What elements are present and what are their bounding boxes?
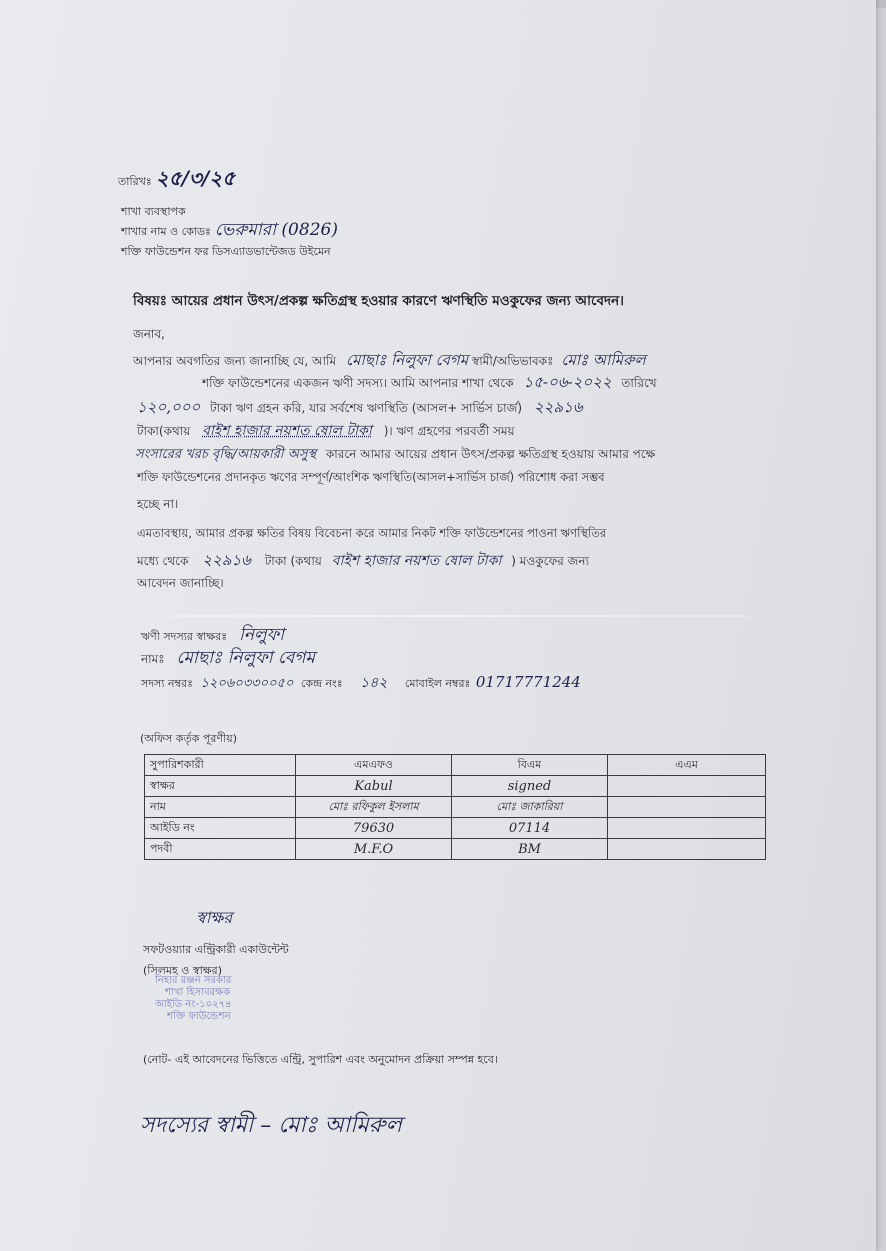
center-label: কেন্দ্র নংঃ: [300, 677, 343, 690]
reason-handwritten: সংসারের খরচ বৃদ্ধি/আয়কারী অসুস্থ: [135, 447, 317, 462]
member-name-line: [141, 650, 315, 667]
date-label: তারিখঃ: [118, 175, 152, 188]
guardian-name-handwritten: মোঃ আমিরুল: [561, 351, 646, 369]
balance-words-handwritten: বাইশ হাজার নয়শত ষোল টাকা: [202, 423, 372, 439]
table-cell: [608, 776, 766, 797]
member-number: ১২০৬০৩৩০০৫০: [200, 676, 294, 691]
row-label: নাম: [145, 797, 296, 818]
member-signature: নিলুফা: [238, 625, 285, 645]
table-cell: signed: [452, 776, 608, 797]
table-cell: [608, 797, 766, 818]
para1-text: টাকা(কথায়: [137, 424, 191, 438]
table-cell: [608, 818, 766, 839]
waiver-amount-handwritten: ২২৯১৬: [202, 551, 251, 569]
signature-label: ঋণী সদস্যর স্বাক্ষরঃ: [141, 630, 228, 643]
balance-handwritten: ২২৯১৬: [533, 398, 583, 416]
para1-line2: [202, 374, 657, 391]
table-cell: মোঃ রফিকুল ইসলাম: [296, 797, 452, 818]
accountant-subtitle: (সিলমহ ও স্বাক্ষর): [143, 964, 223, 977]
salutation: জনাব,: [133, 327, 165, 341]
stamp-line: শক্তি ফাউন্ডেশন: [167, 1011, 231, 1022]
table-cell: মোঃ জাকারিয়া: [452, 797, 608, 818]
para2-line3: আবেদন জানাচ্ছি।: [137, 576, 224, 590]
table-header-cell: সুপারিশকারী: [145, 755, 296, 776]
row-label: স্বাক্ষর: [145, 776, 296, 797]
table-row: [145, 818, 766, 839]
member-signature-line: [141, 627, 284, 645]
member-name: মোছাঃ নিলুফা বেগম: [176, 648, 315, 668]
loan-date-handwritten: ১৫-০৬-২০২২: [523, 373, 612, 391]
table-row: [145, 776, 766, 797]
para2-line1: এমতাবস্থায়, আমার প্রকল্প ক্ষতির বিষয় বিবেচনা করে আমার নিকট শক্তি ফাউন্ডেশনের পাওনা ঋণস্থিতির: [137, 526, 607, 540]
table-row: [145, 839, 766, 860]
mobile-number: 01717771244: [475, 673, 581, 691]
para1-line1: [133, 352, 646, 369]
para1-line4: [137, 423, 515, 439]
table-row: [145, 797, 766, 818]
para1-text: তারিখে: [621, 376, 657, 390]
para2-text: ) মওকুফের জন্য: [511, 554, 590, 568]
table-cell: 79630: [296, 818, 452, 839]
para2-text: মধ্যে থেকে: [137, 554, 189, 568]
branch-label: শাখার নাম ও কোডঃ: [121, 225, 211, 238]
office-label: (অফিস কর্তৃক পূরণীয়): [140, 732, 237, 745]
process-note: (নোট- এই আবেদনের ভিত্তিতে এন্ট্রি, সুপারিশ এবং অনুমোদন প্রক্রিয়া সম্পন্ন হবে।: [143, 1053, 498, 1066]
table-cell: [608, 839, 766, 860]
loan-amount-handwritten: ১২০,০০০: [137, 398, 201, 416]
number-label: সদস্য নম্বরঃ: [141, 677, 193, 690]
para2-line2: [137, 552, 589, 569]
row-label: পদবী: [145, 839, 296, 860]
branch-line: [121, 222, 338, 240]
footer-handwritten-note: সদস্যের স্বামী – মোঃ আমিরুল: [140, 1113, 402, 1138]
branch-value: ভেরুমারা (0826): [214, 220, 338, 240]
table-header-row: [145, 755, 766, 776]
stamp-line: নিহার রঞ্জন সরকার: [155, 975, 232, 986]
para1-line6: শক্তি ফাউন্ডেশনের প্রদানকৃত ঋণের সম্পূর্ণ/আংশিক ঋণস্থিতি(আসল+সার্ভিস চার্জ) পরিশোধ করা সম্ভব: [137, 470, 605, 484]
member-number-line: [141, 674, 581, 692]
recommendation-table: [144, 754, 766, 860]
table-cell: BM: [452, 839, 608, 860]
table-cell: Kabul: [296, 776, 452, 797]
date-line: [118, 166, 236, 190]
table-header-cell: এএম: [608, 755, 766, 776]
accountant-signature: স্বাক্ষর: [196, 908, 233, 927]
para1-text: টাকা ঋণ গ্রহন করি, যার সর্বশেষ ঋণস্থিতি (আসল+ সার্ভিস চার্জ): [210, 401, 523, 415]
waiver-words-handwritten: বাইশ হাজার নয়শত ষোল টাকা: [331, 553, 502, 569]
paper-fold: [0, 615, 876, 617]
date-value: ২৫/৩/২৫: [155, 166, 236, 190]
official-stamp: [155, 975, 232, 1023]
subject-line: বিষয়ঃ আয়ের প্রধান উৎস/প্রকল্প ক্ষতিগ্রস্থ হওয়ার কারণে ঋণস্থিতি মওকুফের জন্য আবেদন।: [133, 293, 624, 309]
accountant-title: সফটওয়্যার এন্ট্রিকারী একাউন্টেন্ট: [143, 943, 289, 956]
row-label: আইডি নং: [145, 818, 296, 839]
para1-text: কারনে আমার আয়ের প্রধান উৎস/প্রকল্প ক্ষতিগ্রস্থ হওয়ায় আমার পক্ষে: [325, 447, 656, 461]
table-header-cell: এমএফও: [296, 755, 452, 776]
branch-manager: শাখা ব্যবস্থাপক: [121, 205, 186, 218]
para1-line5: [135, 446, 655, 463]
stamp-line: আইডি নং-১০২৭৪: [155, 999, 232, 1010]
center-number: ১৪২: [360, 675, 388, 691]
para1-text: শক্তি ফাউন্ডেশনের একজন ঋণী সদস্য। আমি আপনার শাখা থেকে: [202, 376, 514, 390]
table-cell: 07114: [452, 818, 608, 839]
para1-line3: [137, 399, 583, 416]
name-label: নামঃ: [141, 652, 165, 666]
para2-text: টাকা (কথায়: [264, 554, 322, 568]
table-header-cell: বিএম: [452, 755, 608, 776]
table-cell: M.F.O: [296, 839, 452, 860]
para1-line7: হচ্ছে না।: [137, 497, 179, 511]
guardian-label: স্বামী/অভিভাবকঃ: [471, 354, 554, 368]
member-name-handwritten: মোছাঃ নিলুফা বেগম: [345, 351, 469, 369]
stamp-line: শাখা হিসাবরক্ষক: [165, 987, 231, 998]
mobile-label: মোবাইল নম্বরঃ: [404, 677, 471, 690]
org-line: শক্তি ফাউন্ডেশন ফর ডিসএ্যাডভান্টেজড উইমেন: [121, 245, 331, 258]
para1-text: আপনার অবগতির জন্য জানাচ্ছি যে, আমি: [133, 354, 337, 368]
para1-text: )। ঋণ গ্রহণের পরবর্তী সময়: [383, 424, 515, 438]
